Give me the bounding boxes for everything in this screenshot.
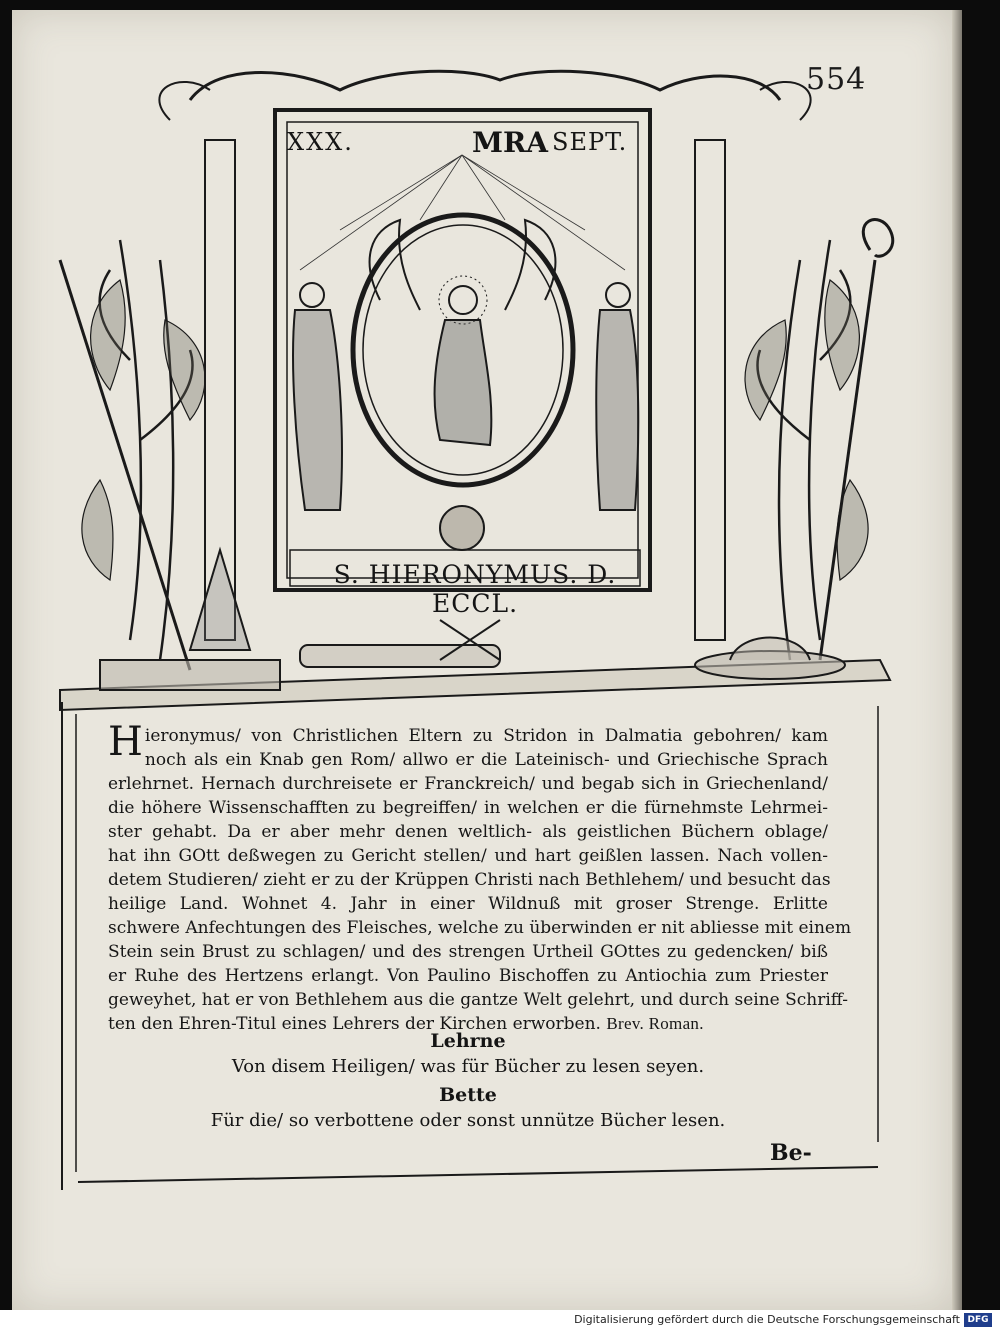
drop-cap: H xyxy=(108,719,143,765)
footer-bar xyxy=(0,1310,1000,1331)
funding-notice: Digitalisierung gefördert durch die Deutsche Forschungsgemeinschaft xyxy=(574,1313,960,1326)
text-line: geweyhet, hat er von Bethlehem aus die gantze Welt gelehrt, und durch seine Schriff- xyxy=(108,990,849,1010)
body-text xyxy=(108,719,852,1036)
text-line: noch als ein Knab gen Rom/ allwo er die Lateinisch- und Griechische Sprach xyxy=(144,750,828,770)
bette-text: Für die/ so verbottene oder sonst unnütze Bücher lesen. xyxy=(210,1110,726,1131)
bette-heading: Bette xyxy=(439,1084,497,1106)
text-line: heilige Land. Wohnet 4. Jahr in einer Wildnuß mit groser Strenge. Erlitte xyxy=(108,894,828,914)
lehrne-heading: Lehrne xyxy=(430,1030,506,1052)
text-line: die höhere Wissenschafften zu begreiffen/ in welchen er die fürnehmste Lehrmei- xyxy=(108,798,828,818)
dfg-logo[interactable]: DFG xyxy=(964,1313,992,1327)
plate-monogram: MRA xyxy=(472,126,548,159)
text-line: erlehrnet. Hernach durchreisete er Franckreich/ und begab sich in Griechenland/ xyxy=(108,774,828,794)
page-number: 554 xyxy=(806,62,867,97)
catchword: Be- xyxy=(770,1140,812,1166)
text-line: er Ruhe des Hertzens erlangt. Von Paulino Bischoffen zu Antiochia zum Priester xyxy=(108,966,828,986)
text-line: Stein sein Brust zu schlagen/ und des strengen Urtheil GOttes zu gedencken/ biß xyxy=(108,942,828,962)
text-line: detem Studieren/ zieht er zu der Krüppen Christi nach Bethlehem/ und besucht das xyxy=(108,870,831,890)
plate-day-label: XXX. xyxy=(287,128,354,156)
engraving-illustration xyxy=(40,60,920,720)
text-line: hat ihn GOtt deßwegen zu Gericht stellen/ und hart geißlen lassen. Nach vollen- xyxy=(108,846,828,866)
plate-caption: S. HIERONYMUS. D. ECCL. xyxy=(333,560,617,618)
text-line: schwere Anfechtungen des Fleisches, welche zu überwinden er nit abliesse mit einem xyxy=(108,918,852,938)
page-edge xyxy=(952,10,962,1310)
text-line-content: ten den Ehren-Titul eines Lehrers der Kirchen erworben. xyxy=(108,1014,601,1034)
text-line: ster gehabt. Da er aber mehr denen weltlich- als geistlichen Büchern oblage/ xyxy=(108,822,828,842)
lehrne-text: Von disem Heiligen/ was für Bücher zu lesen seyen. xyxy=(231,1056,705,1077)
cartouche-ornament xyxy=(190,71,780,100)
source-reference: Brev. Roman. xyxy=(606,1014,704,1033)
plate-month-label: SEPT. xyxy=(552,128,628,156)
text-line: ieronymus/ von Christlichen Eltern zu Stridon in Dalmatia gebohren/ kam xyxy=(144,726,828,746)
